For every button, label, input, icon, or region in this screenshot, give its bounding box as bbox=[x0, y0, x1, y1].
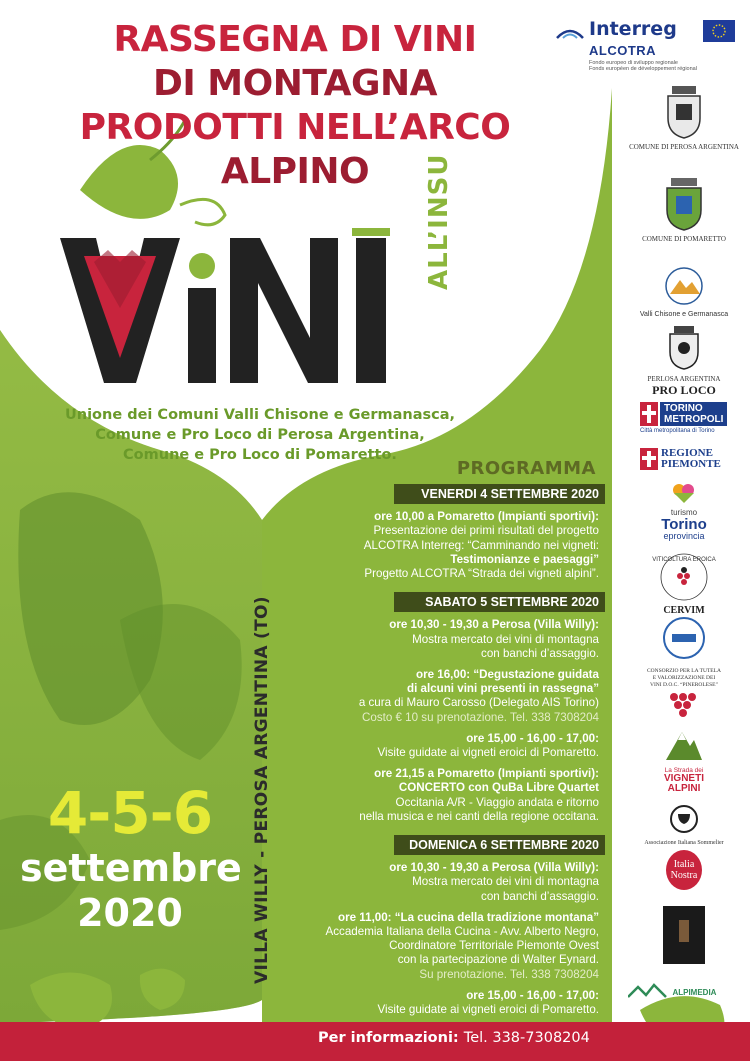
proloco-logo bbox=[628, 326, 740, 398]
heart-pin-icon bbox=[671, 482, 697, 504]
program-event-line: Visite guidate ai vigneti eroici di Pomaretto. bbox=[377, 1003, 599, 1017]
strada-line-2: VIGNETI bbox=[663, 773, 704, 784]
torino-shield-icon bbox=[640, 402, 658, 426]
interreg-logo bbox=[555, 14, 740, 74]
program-day-header: SABATO 5 SETTEMBRE 2020 bbox=[394, 592, 605, 612]
interreg-name: Interreg bbox=[589, 18, 677, 40]
strada-line-1: La Strada dei bbox=[664, 767, 704, 774]
consorzio-line-3: VINI D.O.C. “PINEROLESE” bbox=[650, 682, 718, 688]
footer-contact bbox=[318, 1030, 590, 1046]
program-event-line: Mostra mercato dei vini di montagna bbox=[412, 875, 599, 889]
program-event-line: ALCOTRA Interreg: “Camminando nei vigneti: bbox=[363, 538, 599, 552]
footer-label: Per informazioni: bbox=[318, 1030, 459, 1046]
torino-line-2: METROPOLI bbox=[664, 414, 724, 425]
alpimedia-logo bbox=[628, 982, 740, 1000]
program-event-line: CONCERTO con QuBa Libre Quartet bbox=[398, 781, 599, 795]
turismo-torino-logo bbox=[628, 482, 740, 541]
strada-line-3: ALPINI bbox=[667, 783, 701, 794]
program-event bbox=[300, 668, 605, 725]
organizer-line: Comune e Pro Loco di Pomaretto. bbox=[123, 447, 397, 463]
title-line-4: ALPINO bbox=[220, 151, 370, 192]
strada-vigneti-logo bbox=[628, 728, 740, 794]
consorzio-logo bbox=[628, 668, 740, 724]
cervim-logo bbox=[628, 552, 740, 616]
program-event-line: con banchi d’assaggio. bbox=[481, 646, 599, 660]
unione-logo bbox=[628, 266, 740, 319]
torino-metropoli-logo bbox=[628, 402, 740, 434]
program-event-line: con la partecipazione di Walter Eynard. bbox=[397, 953, 599, 967]
program-event-line: Coordinatore Territoriale Piemonte Ovest bbox=[389, 939, 599, 953]
mountains-icon bbox=[662, 266, 706, 306]
program-event bbox=[300, 618, 605, 661]
sommelier-glass-icon bbox=[666, 804, 702, 834]
ais-round-logo bbox=[628, 616, 740, 665]
program-event-line: Testimonianze e paesaggi” bbox=[450, 552, 599, 566]
interreg-arc-icon bbox=[555, 22, 585, 42]
vini-tagline: ALL’INSU bbox=[424, 153, 454, 290]
italia-nostra-logo bbox=[628, 850, 740, 890]
perosa-logo bbox=[628, 86, 740, 151]
program-event-line: Occitania A/R - Viaggio andata e ritorno bbox=[395, 795, 599, 809]
eu-flag-icon bbox=[703, 20, 735, 42]
program-event-line: ore 11,00: “La cucina della tradizione montana” bbox=[338, 910, 599, 924]
organizer-line: Unione dei Comuni Valli Chisone e Germanasca, bbox=[64, 407, 456, 423]
cervim-ring-text: VITICOLTURA EROICA bbox=[652, 557, 716, 563]
ais-badge-icon bbox=[662, 616, 706, 660]
program-event bbox=[300, 732, 605, 760]
program-event-line: Mostra mercato dei vini di montagna bbox=[412, 632, 599, 646]
torino-line-1: TORINO bbox=[664, 403, 703, 414]
dates-month: settembre bbox=[20, 846, 242, 890]
program-event bbox=[300, 911, 605, 982]
crest-icon bbox=[661, 178, 707, 232]
program-event-line: ore 21,15 a Pomaretto (Impianti sportivi): bbox=[374, 767, 599, 781]
regione-line-1: REGIONE bbox=[661, 447, 713, 459]
program-event-line: a cura di Mauro Carosso (Delegato AIS Torino) bbox=[358, 696, 599, 710]
unione-caption: Valli Chisone e Germanasca bbox=[639, 311, 729, 318]
program-event-line: ore 16,00: “Degustazione guidata bbox=[416, 668, 599, 682]
alpimedia-mountain-icon bbox=[628, 983, 668, 999]
proloco-small-caption: PERLOSA ARGENTINA bbox=[647, 375, 721, 383]
program-event-line: ore 10,00 a Pomaretto (Impianti sportivi): bbox=[374, 510, 599, 524]
footer-phone[interactable]: Tel. 338-7308204 bbox=[463, 1030, 590, 1046]
proloco-crest-icon bbox=[666, 326, 702, 370]
cervim-caption: CERVIM bbox=[663, 605, 705, 616]
turismo-line-1: turismo bbox=[670, 508, 698, 517]
program-heading: PROGRAMMA bbox=[456, 458, 596, 479]
title-line-2: DI MONTAGNA bbox=[152, 63, 438, 104]
regione-piemonte-logo bbox=[628, 448, 740, 470]
dates-year: 2020 bbox=[77, 891, 183, 935]
mountain-icon bbox=[664, 728, 704, 762]
program-schedule bbox=[300, 484, 605, 1028]
torino-sub: Città metropolitana di Torino bbox=[640, 428, 715, 434]
italia-line-1: Italia bbox=[673, 859, 695, 870]
pomaretto-caption: COMUNE DI POMARETTO bbox=[642, 235, 726, 243]
regione-shield-icon bbox=[640, 448, 658, 470]
interreg-tiny-1: Fondo europeo di sviluppo regionale bbox=[589, 60, 678, 66]
program-event-line: ore 10,30 - 19,30 a Perosa (Villa Willy): bbox=[389, 861, 599, 875]
program-event bbox=[300, 989, 605, 1017]
program-event-line: ore 15,00 - 16,00 - 17,00: bbox=[466, 731, 599, 745]
venue-vertical-text: VILLA WILLY - PEROSA ARGENTINA (TO) bbox=[252, 596, 272, 984]
organizer-line: Comune e Pro Loco di Perosa Argentina, bbox=[95, 427, 425, 443]
book-logo bbox=[628, 906, 740, 969]
grape-bunch-icon bbox=[654, 689, 714, 719]
interreg-tiny bbox=[589, 60, 697, 72]
event-dates bbox=[20, 780, 240, 936]
program-event-line: con banchi d’assaggio. bbox=[481, 889, 599, 903]
regione-line-2: PIEMONTE bbox=[661, 458, 721, 470]
program-event-line: di alcuni vini presenti in rassegna” bbox=[407, 682, 599, 696]
title-line-3: PRODOTTI NELL’ARCO bbox=[79, 107, 511, 148]
pomaretto-logo bbox=[628, 178, 740, 243]
dates-days: 4-5-6 bbox=[47, 779, 213, 847]
program-event-line: ore 15,00 - 16,00 - 17,00: bbox=[466, 988, 599, 1002]
program-event bbox=[300, 767, 605, 824]
italia-line-2: Nostra bbox=[670, 870, 698, 881]
ais-caption: Associazione Italiana Sommelier bbox=[644, 840, 724, 846]
interreg-tiny-2: Fonds européen de développement régional bbox=[589, 66, 697, 72]
ais-logo bbox=[628, 804, 740, 847]
program-event-line: Costo € 10 su prenotazione. Tel. 338 7308204 bbox=[362, 710, 599, 724]
program-event-line: Progetto ALCOTRA “Strada dei vigneti alpini”. bbox=[364, 567, 599, 581]
book-cover-icon bbox=[663, 906, 705, 964]
program-day-header: DOMENICA 6 SETTEMBRE 2020 bbox=[394, 835, 605, 855]
program-event-line: Accademia Italiana della Cucina - Avv. Alberto Negro, bbox=[325, 925, 599, 939]
proloco-caption: PRO LOCO bbox=[652, 383, 716, 397]
consorzio-line-1: CONSORZIO PER LA TUTELA bbox=[647, 668, 721, 674]
turismo-line-3: eprovincia bbox=[663, 531, 705, 541]
vini-logo bbox=[60, 228, 440, 388]
program-event-line: Presentazione dei primi risultati del progetto bbox=[373, 524, 599, 538]
organizers bbox=[60, 405, 460, 465]
turismo-line-2: Torino bbox=[661, 516, 707, 533]
program-event bbox=[300, 861, 605, 904]
perosa-caption: COMUNE DI PEROSA ARGENTINA bbox=[629, 143, 739, 151]
main-title bbox=[30, 18, 560, 194]
crest-icon bbox=[664, 86, 704, 140]
program-event-line: Su prenotazione. Tel. 338 7308204 bbox=[419, 967, 599, 981]
consorzio-line-2: E VALORIZZAZIONE DEI bbox=[652, 675, 716, 681]
program-event bbox=[300, 510, 605, 581]
program-event-line: ore 10,30 - 19,30 a Perosa (Villa Willy): bbox=[389, 618, 599, 632]
program-day-header: VENERDI 4 SETTEMBRE 2020 bbox=[394, 484, 605, 504]
program-event-line: Visite guidate ai vigneti eroici di Pomaretto. bbox=[377, 746, 599, 760]
alpimedia-caption: ALPIMEDIA bbox=[672, 988, 717, 997]
program-event-line: nella musica e nei canti della regione occitana. bbox=[359, 809, 599, 823]
title-line-1: RASSEGNA DI VINI bbox=[113, 19, 477, 60]
interreg-sub: ALCOTRA bbox=[589, 43, 657, 58]
